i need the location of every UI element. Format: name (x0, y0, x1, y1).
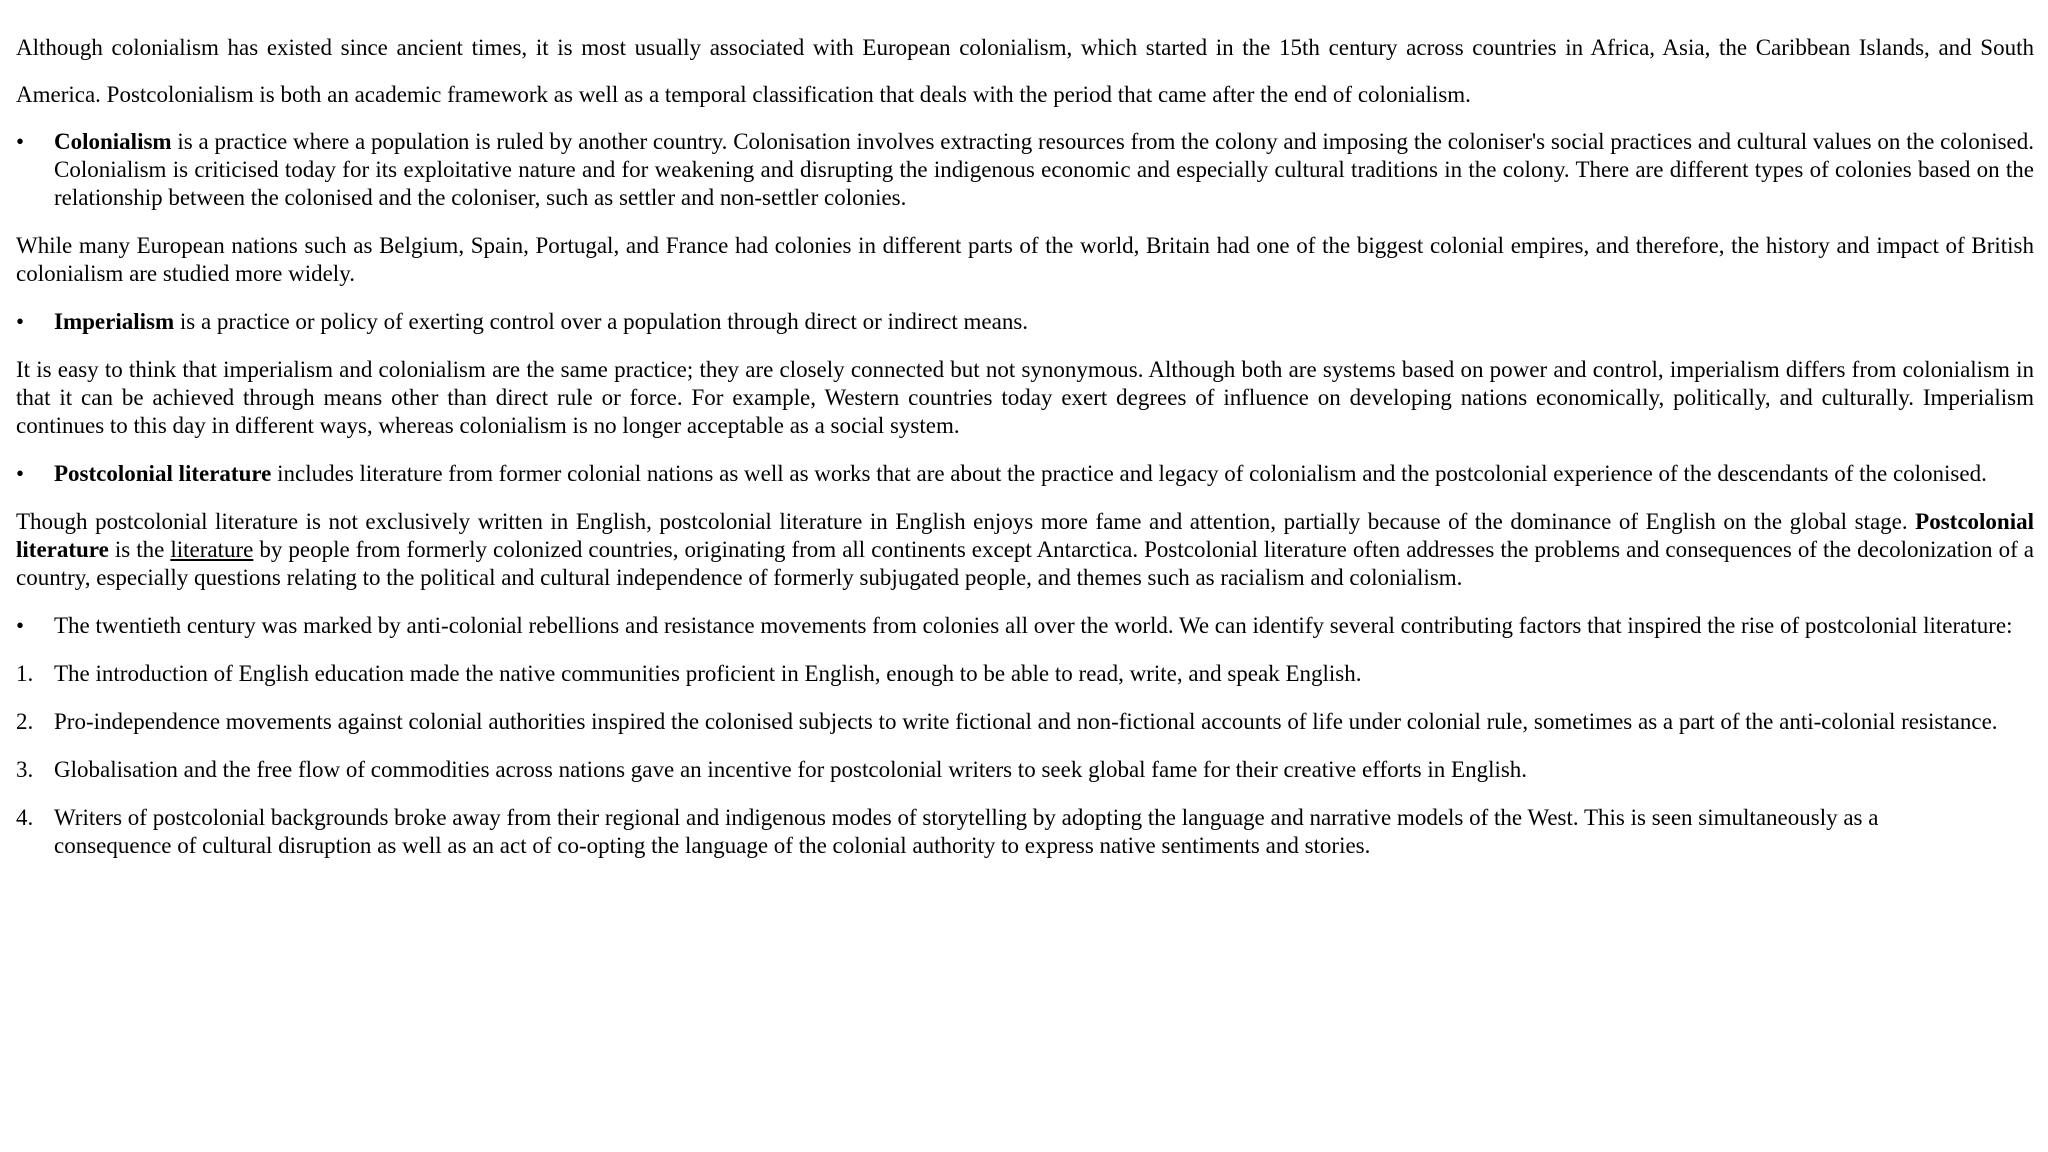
factor-text: Globalisation and the free flow of commodities across nations gave an incentive for postcolonial writers to seek global fame for their creative efforts in English. (54, 757, 1528, 782)
literature-link[interactable]: literature (170, 537, 254, 562)
factor-number: 3. (16, 757, 34, 782)
bullet-marker: • (16, 309, 25, 334)
bullet-marker: • (16, 461, 25, 486)
imperialism-definition: is a practice or policy of exerting control over a population through direct or indirect means. (174, 309, 1029, 334)
term-postcolonial-literature-inline: Postcolonial literature (16, 509, 2034, 562)
factor-item-3 (16, 756, 2034, 784)
term-colonialism: Colonialism (54, 129, 172, 154)
colonialism-definition: is a practice where a population is ruled by another country. Colonisation involves extracting resources from the colony and imposing the coloniser's social practices and cultural values on the colonised. Colonialism is criticised today for its exploitative nature and for weakening and disrupting the indigenous economic and especially cultural traditions in the colony. There are different types of colonies based on the relationship between the colonised and the coloniser, such as settler and non-settler colonies. (54, 129, 2034, 210)
english-paragraph (16, 508, 2034, 592)
bullet-text (54, 460, 2034, 488)
english-paragraph-part2: is the (108, 537, 171, 562)
european-paragraph: While many European nations such as Belgium, Spain, Portugal, and France had colonies in different parts of the world, Britain had one of the biggest colonial empires, and therefore, the history and impact of British colonialism are studied more widely. (16, 233, 2034, 286)
factor-number: 2. (16, 709, 34, 734)
postcolonial-definition: includes literature from former colonial nations as well as works that are about the practice and legacy of colonialism and the postcolonial experience of the descendants of the colonised. (271, 461, 1987, 486)
bullet-colonialism (16, 128, 2034, 212)
imperialism-paragraph: It is easy to think that imperialism and colonialism are the same practice; they are closely connected but not synonymous. Although both are systems based on power and control, imperialism differs from colonialism in that it can be achieved through means other than direct rule or force. For example, Western countries today exert degrees of influence on developing nations economically, politically, and culturally. Imperialism continues to this day in different ways, whereas colonialism is no longer acceptable as a social system. (16, 357, 2034, 438)
bullet-text (54, 308, 2034, 336)
bullet-text: The twentieth century was marked by anti-colonial rebellions and resistance movements from colonies all over the world. We can identify several contributing factors that inspired the rise of postcolonial literature: (54, 613, 2013, 638)
bullet-postcolonial (16, 460, 2034, 488)
factor-item-2 (16, 708, 2034, 736)
bullet-imperialism (16, 308, 2034, 336)
term-postcolonial-literature: Postcolonial literature (54, 461, 272, 486)
bullet-text (54, 128, 2034, 212)
factor-number: 1. (16, 661, 34, 686)
factor-number: 4. (16, 805, 34, 830)
factor-text: Writers of postcolonial backgrounds broke away from their regional and indigenous modes of storytelling by adopting the language and narrative models of the West. This is seen simultaneously as a consequence of cultural disruption as well as an act of co-opting the language of the colonial authority to express native sentiments and stories. (54, 805, 1879, 858)
factor-item-1 (16, 660, 2034, 688)
factor-text: The introduction of English education made the native communities proficient in English, enough to be able to read, write, and speak English. (54, 661, 1362, 686)
bullet-twentieth-century (16, 612, 2034, 640)
factor-text: Pro-independence movements against colonial authorities inspired the colonised subjects to write fictional and non-fictional accounts of life under colonial rule, sometimes as a part of the anti-colonial resistance. (54, 709, 1998, 734)
english-paragraph-part1: Though postcolonial literature is not exclusively written in English, postcolonial literature in English enjoys more fame and attention, partially because of the dominance of English on the global stage. (16, 509, 1916, 534)
english-paragraph-part3: by people from formerly colonized countries, originating from all continents except Antarctica. Postcolonial literature often addresses the problems and consequences of the decolonization of a country, especially questions relating to the political and cultural independence of formerly subjugated people, and themes such as racialism and colonialism. (16, 537, 2034, 590)
term-imperialism: Imperialism (54, 309, 175, 334)
bullet-marker: • (16, 613, 25, 638)
bullet-marker: • (16, 129, 25, 154)
factor-item-4 (16, 804, 2034, 860)
intro-paragraph: Although colonialism has existed since ancient times, it is most usually associated with European colonialism, which started in the 15th century across countries in Africa, Asia, the Caribbean Islands, and South America. Postcolonialism is both an academic framework as well as a temporal classification that deals with the period that came after the end of colonialism. (16, 35, 2034, 107)
